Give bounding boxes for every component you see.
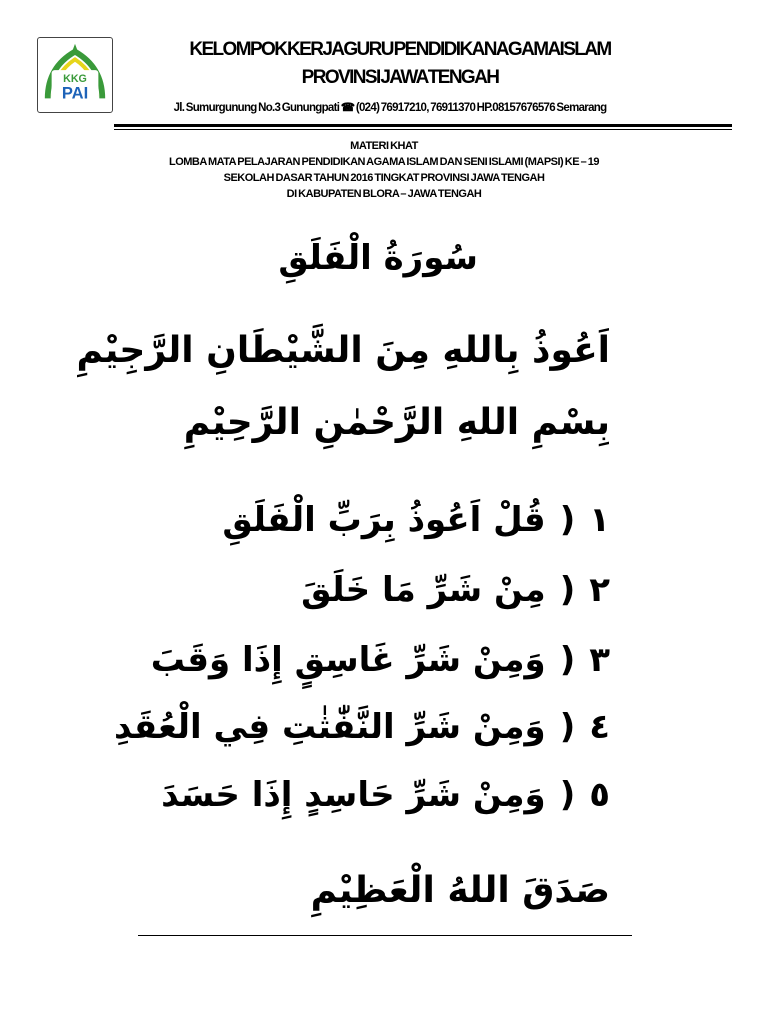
footer-divider xyxy=(138,935,632,936)
basmalah: بِسْمِ اللهِ الرَّحْمٰنِ الرَّحِيْمِ xyxy=(183,402,610,443)
kkg-pai-logo xyxy=(37,37,113,113)
materi-level: SEKOLAH DASAR TAHUN 2016 TINGKAT PROVINSI JAWA TENGAH xyxy=(223,172,545,184)
logo-kkg-text: KKG xyxy=(63,72,87,85)
verse-paren: ( xyxy=(559,570,576,610)
verse-number: ٢ xyxy=(589,570,610,610)
mosque-dome-logo-icon xyxy=(38,38,112,112)
verse-3 xyxy=(151,640,610,680)
verse-text: قُلْ اَعُوذُ بِرَبِّ الْفَلَقِ xyxy=(222,500,546,540)
header-divider-thick xyxy=(114,124,732,127)
verse-paren: ( xyxy=(559,640,576,680)
logo-pai-text: PAI xyxy=(61,83,89,103)
verse-paren: ( xyxy=(559,500,576,540)
verse-2 xyxy=(301,570,610,610)
materi-heading xyxy=(100,138,668,202)
closing-phrase: صَدَقَ اللهُ الْعَظِيْمِ xyxy=(310,870,610,911)
verse-paren: ( xyxy=(559,775,576,815)
materi-event: LOMBA MATA PELAJARAN PENDIDIKAN AGAMA ISLAM DAN SENI ISLAMI (MAPSI) KE – 19 xyxy=(168,156,600,168)
verse-text: وَمِنْ شَرِّ غَاسِقٍ إِذَا وَقَبَ xyxy=(150,640,546,680)
materi-title: MATERI KHAT xyxy=(350,140,418,152)
verse-text: وَمِنْ شَرِّ حَاسِدٍ إِذَا حَسَدَ xyxy=(161,775,546,815)
organization-province: PROVINSI JAWA TENGAH xyxy=(301,67,499,88)
verse-number: ٣ xyxy=(589,640,610,680)
verse-number: ٥ xyxy=(589,775,610,815)
organization-address: Jl. Sumurgunung No.3 Gunungpati ☎ (024) 76917210, 76911370 HP.08157676576 Semarang xyxy=(173,102,607,114)
surah-title: سُورَةُ الْفَلَقِ xyxy=(278,238,478,278)
verse-text: وَمِنْ شَرِّ النَّفّٰثٰتِ فِي الْعُقَدِ xyxy=(113,707,546,747)
organization-name: KELOMPOK KERJA GURU PENDIDIKAN AGAMA ISLAM xyxy=(189,39,611,60)
materi-location: DI KABUPATEN BLORA – JAWA TENGAH xyxy=(286,188,482,200)
taawudz: اَعُوذُ بِاللهِ مِنَ الشَّيْطَانِ الرَّجِيْمِ xyxy=(76,330,610,371)
verse-1 xyxy=(222,500,610,540)
verse-4 xyxy=(114,707,610,747)
verse-text: مِنْ شَرِّ مَا خَلَقَ xyxy=(301,570,546,610)
verse-paren: ( xyxy=(559,707,576,747)
verse-number: ٤ xyxy=(589,707,610,747)
verse-5 xyxy=(161,775,610,815)
verse-number: ١ xyxy=(589,500,610,540)
header-divider-thin xyxy=(114,129,732,130)
